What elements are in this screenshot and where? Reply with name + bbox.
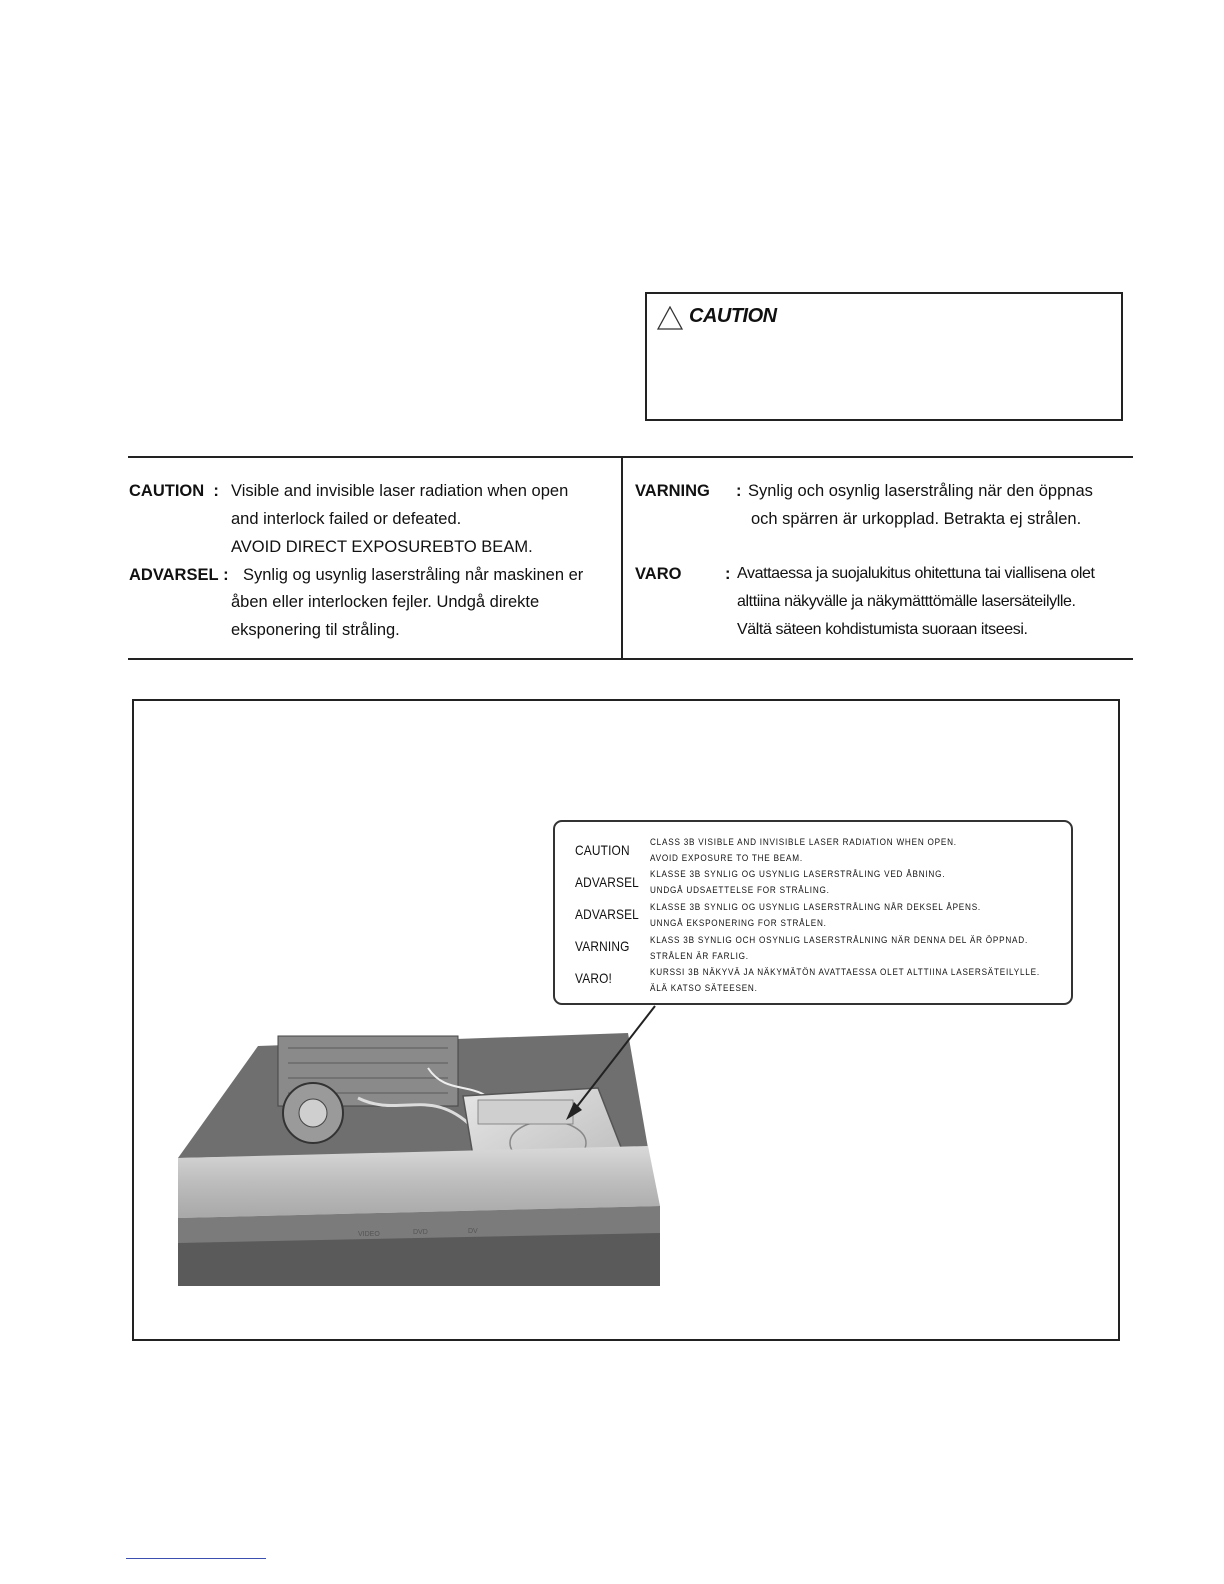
warning-triangle-icon [657,306,683,330]
warning-caution-line-2: and interlock failed or defeated. [231,510,462,528]
table-divider [621,457,623,659]
label-name-advarsel-dk: ADVARSEL [575,874,639,890]
footer-rule [126,1558,266,1559]
label-varo-line-2: ÄLÄ KATSO SÄTEESEN. [650,983,758,994]
panel-label-dvd: DVD [413,1229,428,1236]
label-caution-line-2: AVOID EXPOSURE TO THE BEAM. [650,853,803,864]
warning-varning-line-1: Synlig och osynlig laserstråling när den öppnas [748,482,1093,500]
dvd-vcr-combo-photo [178,1028,660,1286]
warning-label-varning: VARNING [635,482,710,500]
laser-warning-label [553,820,1073,1005]
label-name-varo: VARO! [575,970,613,986]
warning-varo-colon: : [725,565,731,583]
label-advarsel-no-line-2: UNNGÅ EKSPONERING FOR STRÅLEN. [650,918,827,929]
caution-box-title: CAUTION [689,305,777,327]
warning-advarsel-line-3: eksponering til stråling. [231,621,400,639]
warning-label-varo: VARO [635,565,682,583]
label-advarsel-dk-line-1: KLASSE 3B SYNLIG OG USYNLIG LASERSTRÅLING VED ÅBNING. [650,869,946,880]
panel-label-dv: DV [468,1228,478,1235]
label-name-advarsel-no: ADVARSEL [575,906,639,922]
caution-box [645,292,1123,421]
label-name-varning: VARNING [575,938,630,954]
warning-advarsel-line-2: åben eller interlocken fejler. Undgå direkte [231,593,540,611]
table-bottom-rule [128,658,1133,660]
warning-varo-line-1: Avattaessa ja suojalukitus ohitettuna tai viallisena olet [737,565,1095,582]
label-varning-line-1: KLASS 3B SYNLIG OCH OSYNLIG LASERSTRÅLNING NÄR DENNA DEL ÄR ÖPPNAD. [650,935,1028,946]
warning-caution-line-1: Visible and invisible laser radiation when open [231,482,569,500]
label-varo-line-1: KURSSI 3B NÄKYVÄ JA NÄKYMÄTÖN AVATTAESSA OLET ALTTIINA LASERSÄTEILYLLE. [650,967,1040,978]
panel-label-video: VIDEO [358,1231,380,1238]
label-advarsel-no-line-1: KLASSE 3B SYNLIG OG USYNLIG LASERSTRÅLING NÅR DEKSEL ÅPENS. [650,902,981,913]
warning-caution-line-3: AVOID DIRECT EXPOSUREBTO BEAM. [231,538,533,556]
warning-label-caution: CAUTION : [129,482,219,500]
warning-advarsel-line-1: Synlig og usynlig laserstråling når maskinen er [243,566,584,584]
label-advarsel-dk-line-2: UNDGÅ UDSAETTELSE FOR STRÅLING. [650,885,830,896]
table-top-rule [128,456,1133,458]
warning-varo-line-2: alttiina näkyvälle ja näkymätttömälle lasersäteilylle. [737,593,1076,610]
label-name-caution: CAUTION [575,842,630,858]
warning-varo-line-3: Vältä säteen kohdistumista suoraan itseesi. [737,621,1028,638]
label-caution-line-1: CLASS 3B VISIBLE AND INVISIBLE LASER RADIATION WHEN OPEN. [650,837,957,848]
warning-label-advarsel: ADVARSEL : [129,566,229,584]
warning-varning-colon: : [736,482,742,500]
label-varning-line-2: STRÅLEN ÄR FARLIG. [650,951,749,962]
warning-varning-line-2: och spärren är urkopplad. Betrakta ej strålen. [751,510,1082,528]
